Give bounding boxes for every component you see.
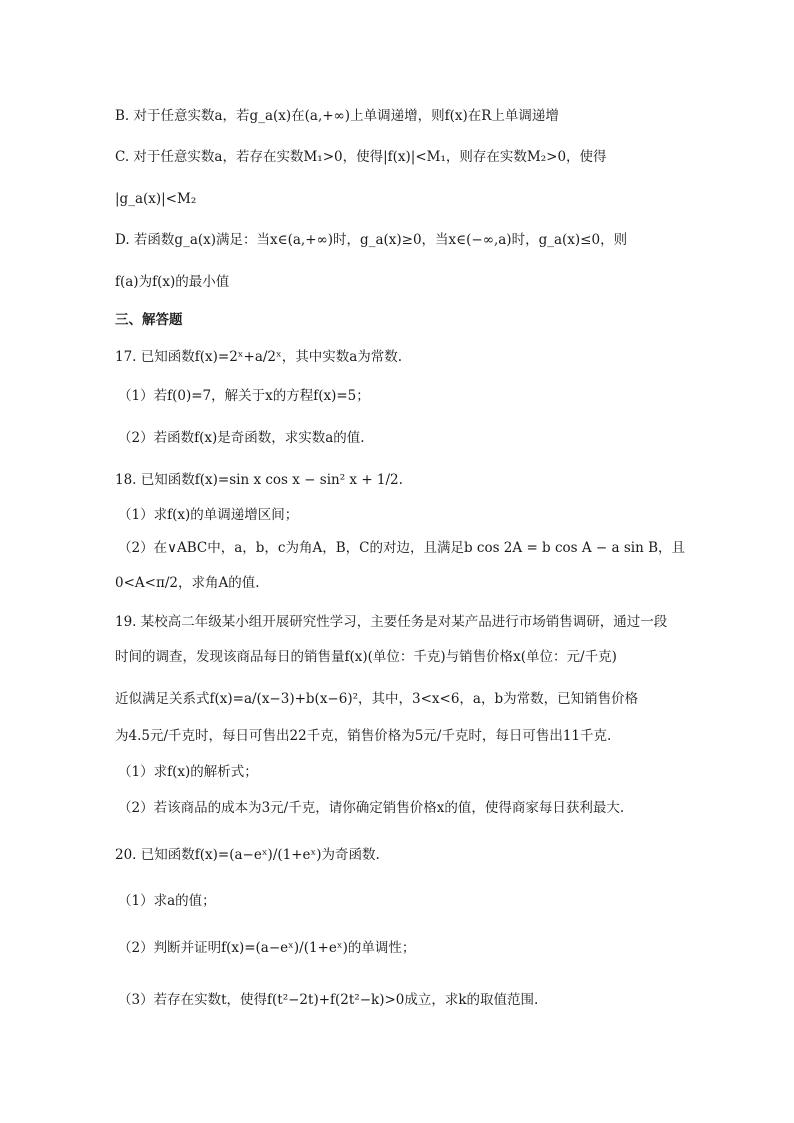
question-20-part-3: （3）若存在实数t，使得f(t²−2t)+f(2t²−k)>0成立，求k的取值范围. [118, 992, 539, 1008]
question-20: 20. 已知函数f(x)=(a−eˣ)/(1+eˣ)为奇函数. [115, 847, 380, 863]
question-19-line-1: 19. 某校高二年级某小组开展研究性学习，主要任务是对某产品进行市场销售调研，通过一段 [115, 614, 668, 630]
question-18: 18. 已知函数f(x)=sin x cos x − sin² x + 1/2. [115, 472, 403, 488]
option-b: B. 对于任意实数a，若g_a(x)在(a,+∞)上单调递增，则f(x)在R上单调递增 [115, 108, 559, 124]
question-19-part-1: （1）求f(x)的解析式； [118, 764, 258, 780]
option-c-line-1: C. 对于任意实数a，若存在实数M₁>0，使得|f(x)|<M₁，则存在实数M₂>0，使得 [115, 149, 607, 165]
question-19-part-2: （2）若该商品的成本为3元/千克，请你确定销售价格x的值，使得商家每日获利最大. [118, 800, 625, 816]
question-20-part-2: （2）判断并证明f(x)=(a−eˣ)/(1+eˣ)的单调性； [118, 940, 416, 956]
question-19-line-2: 时间的调查，发现该商品每日的销售量f(x)(单位：千克)与销售价格x(单位：元/千克) [115, 649, 617, 665]
option-c-line-2: |g_a(x)|<M₂ [115, 191, 197, 207]
question-19-line-3: 近似满足关系式f(x)=a/(x−3)+b(x−6)²，其中，3<x<6，a，b为常数，已知销售价格 [115, 691, 639, 707]
question-18-part-1: （1）求f(x)的单调递增区间； [118, 507, 299, 523]
section-heading: 三、解答题 [115, 312, 183, 328]
question-17-part-2: （2）若函数f(x)是奇函数，求实数a的值. [118, 430, 365, 446]
question-18-part-2-line-1: （2）在∨ABC中，a，b，c为角A，B，C的对边，且满足b cos 2A = b cos A − a sin B，且 [118, 540, 686, 556]
question-19-line-4: 为4.5元/千克时，每日可售出22千克，销售价格为5元/千克时，每日可售出11千克. [115, 728, 612, 744]
option-d-line-1: D. 若函数g_a(x)满足：当x∈(a,+∞)时，g_a(x)≥0，当x∈(−∞,a)时，g_a(x)≤0，则 [115, 232, 628, 248]
question-18-part-2-line-2: 0<A<π/2，求角A的值. [115, 575, 260, 591]
question-17: 17. 已知函数f(x)=2ˣ+a/2ˣ，其中实数a为常数. [115, 349, 403, 365]
question-20-part-1: （1）求a的值； [118, 893, 216, 909]
option-d-line-2: f(a)为f(x)的最小值 [115, 274, 230, 290]
question-17-part-1: （1）若f(0)=7，解关于x的方程f(x)=5； [118, 388, 370, 404]
